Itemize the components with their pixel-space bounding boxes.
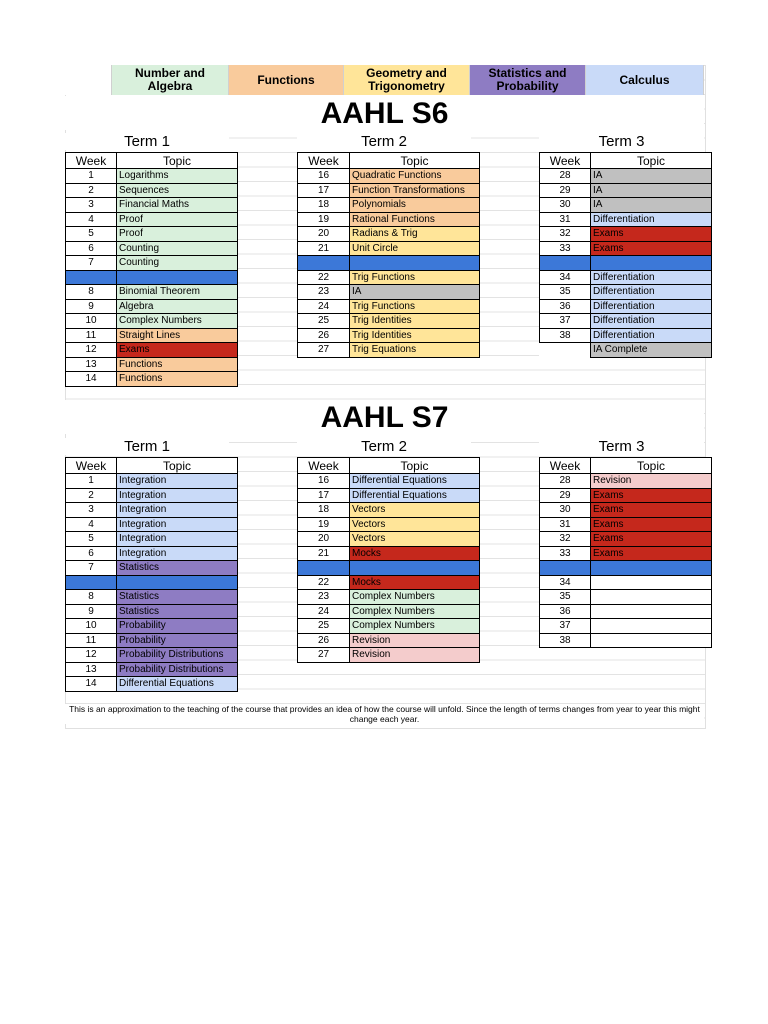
topic-cell: Revision	[350, 648, 480, 663]
week-cell: 31	[540, 517, 591, 532]
week-cell: 19	[298, 212, 350, 227]
topic-cell: Differentiation	[591, 299, 712, 314]
week-cell: 19	[298, 517, 350, 532]
table-row	[540, 299, 712, 314]
week-cell: 16	[298, 474, 350, 489]
topic-cell: Algebra	[117, 299, 238, 314]
s7-term1-table	[65, 457, 238, 692]
week-header: Week	[298, 153, 350, 169]
s6-term2-label: Term 2	[297, 133, 471, 150]
topic-cell: Integration	[117, 488, 238, 503]
table-row	[66, 619, 238, 634]
topic-cell: Integration	[117, 532, 238, 547]
topic-cell: Functions	[117, 357, 238, 372]
break-row	[298, 561, 480, 576]
week-header: Week	[298, 458, 350, 474]
week-cell: 17	[298, 183, 350, 198]
topic-cell	[591, 604, 712, 619]
table-row	[540, 546, 712, 561]
table-row	[540, 619, 712, 634]
s7-term3-label: Term 3	[539, 438, 704, 455]
topic-cell: Trig Functions	[350, 270, 480, 285]
table-row	[298, 532, 480, 547]
week-cell: 14	[66, 677, 117, 692]
table-row	[540, 517, 712, 532]
topic-cell: Exams	[591, 503, 712, 518]
topic-cell: Probability	[117, 619, 238, 634]
table-row	[540, 575, 712, 590]
table-row	[66, 299, 238, 314]
table-row	[66, 198, 238, 213]
week-header: Week	[66, 153, 117, 169]
table-row	[298, 227, 480, 242]
topic-cell: Quadratic Functions	[350, 169, 480, 184]
table-row	[298, 546, 480, 561]
topic-cell	[591, 575, 712, 590]
topic-cell: Sequences	[117, 183, 238, 198]
week-cell: 27	[298, 648, 350, 663]
topic-cell: Exams	[591, 488, 712, 503]
legend-spacer	[65, 65, 112, 95]
week-cell: 35	[540, 590, 591, 605]
break-row	[540, 256, 712, 271]
week-cell: 23	[298, 590, 350, 605]
topic-cell: Vectors	[350, 503, 480, 518]
table-row	[66, 169, 238, 184]
week-cell: 18	[298, 503, 350, 518]
table-row	[66, 183, 238, 198]
topic-header: Topic	[350, 458, 480, 474]
table-row	[540, 328, 712, 343]
topic-cell: Polynomials	[350, 198, 480, 213]
table-row	[66, 372, 238, 387]
topic-cell: Revision	[591, 474, 712, 489]
week-cell	[540, 343, 591, 358]
week-cell: 2	[66, 488, 117, 503]
table-row	[298, 488, 480, 503]
table-row	[298, 575, 480, 590]
topic-cell: Exams	[591, 546, 712, 561]
topic-cell: Counting	[117, 241, 238, 256]
topic-cell: IA	[591, 169, 712, 184]
week-cell: 13	[66, 662, 117, 677]
week-cell: 2	[66, 183, 117, 198]
week-cell	[298, 561, 350, 576]
week-cell: 4	[66, 212, 117, 227]
table-row	[298, 633, 480, 648]
topic-cell: Vectors	[350, 517, 480, 532]
week-cell	[66, 270, 117, 285]
week-cell: 1	[66, 169, 117, 184]
week-cell: 38	[540, 633, 591, 648]
week-cell: 10	[66, 314, 117, 329]
table-row	[66, 546, 238, 561]
week-cell: 37	[540, 619, 591, 634]
week-cell: 26	[298, 328, 350, 343]
table-row	[540, 285, 712, 300]
table-row	[540, 604, 712, 619]
week-cell: 22	[298, 575, 350, 590]
week-cell: 8	[66, 590, 117, 605]
week-cell: 12	[66, 648, 117, 663]
topic-cell: Trig Identities	[350, 314, 480, 329]
topic-cell: Trig Equations	[350, 343, 480, 358]
table-row	[540, 503, 712, 518]
s7-term3-table	[539, 457, 712, 648]
table-row	[540, 314, 712, 329]
topic-cell: Integration	[117, 546, 238, 561]
s6-term3-table	[539, 152, 712, 358]
table-row	[66, 662, 238, 677]
s6-term1-table	[65, 152, 238, 387]
topic-cell: Function Transformations	[350, 183, 480, 198]
week-cell: 29	[540, 488, 591, 503]
week-cell: 27	[298, 343, 350, 358]
topic-cell: Trig Identities	[350, 328, 480, 343]
topic-cell: Proof	[117, 212, 238, 227]
topic-header: Topic	[117, 458, 238, 474]
topic-cell: Functions	[117, 372, 238, 387]
table-row	[540, 633, 712, 648]
week-cell: 9	[66, 604, 117, 619]
week-cell: 31	[540, 212, 591, 227]
week-cell: 11	[66, 633, 117, 648]
week-cell: 24	[298, 604, 350, 619]
week-cell: 8	[66, 285, 117, 300]
table-row	[298, 270, 480, 285]
topic-cell: Logarithms	[117, 169, 238, 184]
table-row	[66, 503, 238, 518]
week-cell: 18	[298, 198, 350, 213]
topic-cell: Exams	[591, 532, 712, 547]
topic-cell: Differential Equations	[350, 474, 480, 489]
table-row	[66, 532, 238, 547]
table-row	[540, 474, 712, 489]
week-cell	[66, 575, 117, 590]
topic-cell: Integration	[117, 517, 238, 532]
week-cell: 34	[540, 575, 591, 590]
topic-cell	[591, 619, 712, 634]
topic-cell: Proof	[117, 227, 238, 242]
topic-header: Topic	[591, 458, 712, 474]
week-cell: 11	[66, 328, 117, 343]
week-cell: 16	[298, 169, 350, 184]
topic-cell: Differential Equations	[117, 677, 238, 692]
topic-cell	[591, 590, 712, 605]
table-row	[540, 198, 712, 213]
week-cell: 21	[298, 546, 350, 561]
week-cell: 25	[298, 314, 350, 329]
topic-cell	[117, 270, 238, 285]
s7-title: AAHL S7	[65, 400, 704, 434]
s6-term2-table	[297, 152, 480, 358]
topic-cell	[591, 633, 712, 648]
category-legend	[65, 65, 704, 95]
week-cell: 20	[298, 532, 350, 547]
table-row	[66, 314, 238, 329]
table-row	[540, 212, 712, 227]
week-cell: 29	[540, 183, 591, 198]
table-row	[66, 343, 238, 358]
topic-cell: Exams	[117, 343, 238, 358]
topic-cell: Revision	[350, 633, 480, 648]
legend-number-algebra: Number and Algebra	[112, 65, 229, 95]
table-row	[298, 285, 480, 300]
week-cell: 24	[298, 299, 350, 314]
topic-cell: Unit Circle	[350, 241, 480, 256]
week-cell: 32	[540, 532, 591, 547]
week-header: Week	[540, 458, 591, 474]
week-cell: 3	[66, 198, 117, 213]
week-cell: 30	[540, 198, 591, 213]
table-row	[298, 299, 480, 314]
week-cell: 30	[540, 503, 591, 518]
topic-cell: Complex Numbers	[350, 590, 480, 605]
week-cell: 4	[66, 517, 117, 532]
topic-cell: Complex Numbers	[350, 604, 480, 619]
topic-header: Topic	[591, 153, 712, 169]
legend-functions: Functions	[229, 65, 344, 95]
week-cell: 33	[540, 241, 591, 256]
s6-term1-label: Term 1	[65, 133, 229, 150]
week-cell: 25	[298, 619, 350, 634]
table-row	[66, 590, 238, 605]
topic-cell: Differentiation	[591, 212, 712, 227]
table-row	[540, 270, 712, 285]
week-header: Week	[540, 153, 591, 169]
topic-cell	[117, 575, 238, 590]
break-row	[66, 270, 238, 285]
topic-cell: Mocks	[350, 575, 480, 590]
week-cell: 23	[298, 285, 350, 300]
week-cell: 13	[66, 357, 117, 372]
week-cell: 5	[66, 227, 117, 242]
week-cell	[540, 256, 591, 271]
table-row	[66, 633, 238, 648]
table-row	[66, 474, 238, 489]
week-cell: 6	[66, 546, 117, 561]
legend-statistics-probability: Statistics and Probability	[470, 65, 586, 95]
table-row	[298, 169, 480, 184]
week-cell: 6	[66, 241, 117, 256]
table-row	[66, 561, 238, 576]
topic-header: Topic	[117, 153, 238, 169]
table-row	[66, 212, 238, 227]
topic-cell: IA Complete	[591, 343, 712, 358]
table-row	[298, 314, 480, 329]
break-row	[540, 561, 712, 576]
topic-cell: Probability Distributions	[117, 662, 238, 677]
week-cell: 10	[66, 619, 117, 634]
topic-header: Topic	[350, 153, 480, 169]
table-row	[298, 648, 480, 663]
table-row	[298, 474, 480, 489]
topic-cell: Probability	[117, 633, 238, 648]
table-row	[66, 357, 238, 372]
week-cell: 20	[298, 227, 350, 242]
topic-cell: Vectors	[350, 532, 480, 547]
topic-cell: Differentiation	[591, 328, 712, 343]
topic-cell	[350, 561, 480, 576]
topic-cell: Probability Distributions	[117, 648, 238, 663]
topic-cell: Differential Equations	[350, 488, 480, 503]
table-row	[66, 648, 238, 663]
table-row	[298, 343, 480, 358]
topic-cell: IA	[591, 198, 712, 213]
table-row	[298, 619, 480, 634]
table-row	[540, 169, 712, 184]
week-cell: 9	[66, 299, 117, 314]
week-cell: 7	[66, 561, 117, 576]
table-row	[66, 227, 238, 242]
week-cell: 28	[540, 169, 591, 184]
table-row	[66, 604, 238, 619]
topic-cell: Mocks	[350, 546, 480, 561]
week-cell: 3	[66, 503, 117, 518]
topic-cell: IA	[591, 183, 712, 198]
table-row	[66, 241, 238, 256]
topic-cell: Integration	[117, 474, 238, 489]
topic-cell: Exams	[591, 241, 712, 256]
topic-cell: Binomial Theorem	[117, 285, 238, 300]
table-row	[298, 590, 480, 605]
table-row	[540, 183, 712, 198]
topic-cell: Trig Functions	[350, 299, 480, 314]
week-cell: 38	[540, 328, 591, 343]
topic-cell: Integration	[117, 503, 238, 518]
topic-cell: Exams	[591, 227, 712, 242]
week-cell: 28	[540, 474, 591, 489]
s6-title: AAHL S6	[65, 96, 704, 130]
table-row	[298, 212, 480, 227]
legend-calculus: Calculus	[586, 65, 704, 95]
week-cell: 32	[540, 227, 591, 242]
table-row	[298, 328, 480, 343]
topic-cell: Differentiation	[591, 285, 712, 300]
table-row	[540, 488, 712, 503]
table-row	[66, 488, 238, 503]
topic-cell: Financial Maths	[117, 198, 238, 213]
table-row	[66, 328, 238, 343]
week-cell: 17	[298, 488, 350, 503]
week-cell: 5	[66, 532, 117, 547]
topic-cell	[591, 561, 712, 576]
week-header: Week	[66, 458, 117, 474]
s6-term3-label: Term 3	[539, 133, 704, 150]
topic-cell: Radians & Trig	[350, 227, 480, 242]
table-row	[298, 503, 480, 518]
week-cell: 36	[540, 604, 591, 619]
week-cell: 12	[66, 343, 117, 358]
week-cell: 37	[540, 314, 591, 329]
table-row	[540, 227, 712, 242]
table-row	[540, 590, 712, 605]
topic-cell	[350, 256, 480, 271]
topic-cell: Statistics	[117, 561, 238, 576]
table-row	[540, 343, 712, 358]
topic-cell: Statistics	[117, 590, 238, 605]
week-cell: 7	[66, 256, 117, 271]
topic-cell: IA	[350, 285, 480, 300]
topic-cell: Exams	[591, 517, 712, 532]
break-row	[66, 575, 238, 590]
table-row	[66, 256, 238, 271]
table-row	[298, 241, 480, 256]
break-row	[298, 256, 480, 271]
footnote: This is an approximation to the teaching of the course that provides an idea of how the course will unfold. Since the length of terms changes from year to year this might change each year.	[65, 704, 704, 724]
table-row	[66, 517, 238, 532]
topic-cell: Rational Functions	[350, 212, 480, 227]
table-row	[298, 198, 480, 213]
week-cell: 36	[540, 299, 591, 314]
week-cell: 33	[540, 546, 591, 561]
table-row	[540, 532, 712, 547]
week-cell	[298, 256, 350, 271]
topic-cell: Differentiation	[591, 314, 712, 329]
week-cell: 21	[298, 241, 350, 256]
topic-cell: Straight Lines	[117, 328, 238, 343]
s7-term2-table	[297, 457, 480, 663]
week-cell: 35	[540, 285, 591, 300]
topic-cell: Statistics	[117, 604, 238, 619]
table-row	[540, 241, 712, 256]
topic-cell: Counting	[117, 256, 238, 271]
table-row	[298, 517, 480, 532]
legend-geometry-trigonometry: Geometry and Trigonometry	[344, 65, 470, 95]
topic-cell: Complex Numbers	[117, 314, 238, 329]
week-cell: 14	[66, 372, 117, 387]
topic-cell: Differentiation	[591, 270, 712, 285]
week-cell: 22	[298, 270, 350, 285]
week-cell: 1	[66, 474, 117, 489]
week-cell: 34	[540, 270, 591, 285]
table-row	[66, 677, 238, 692]
week-cell	[540, 561, 591, 576]
topic-cell: Complex Numbers	[350, 619, 480, 634]
week-cell: 26	[298, 633, 350, 648]
s7-term2-label: Term 2	[297, 438, 471, 455]
topic-cell	[591, 256, 712, 271]
table-row	[66, 285, 238, 300]
table-row	[298, 183, 480, 198]
s7-term1-label: Term 1	[65, 438, 229, 455]
table-row	[298, 604, 480, 619]
